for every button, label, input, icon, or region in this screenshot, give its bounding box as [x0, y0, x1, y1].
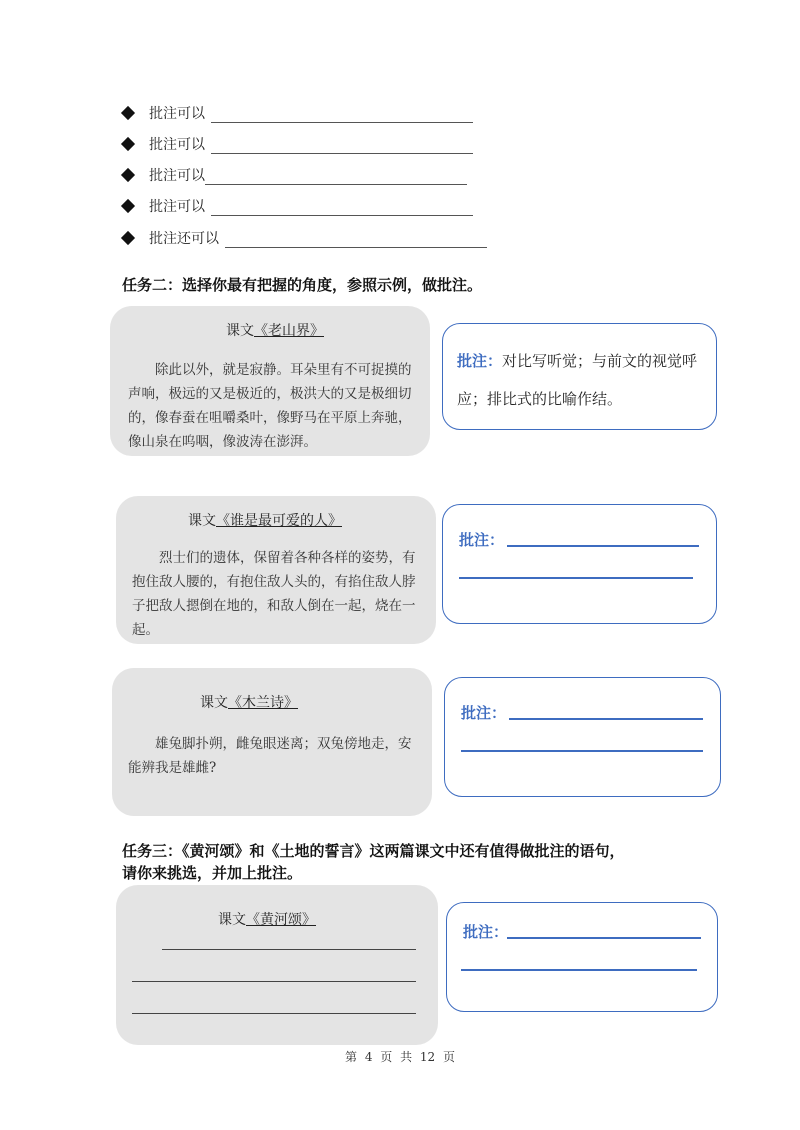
annotation-card — [442, 323, 717, 430]
diamond-bullet-icon — [121, 231, 135, 245]
annotation-label: 批注： — [459, 531, 505, 549]
annotation-label: 批注： — [463, 923, 509, 941]
diamond-bullet-icon — [121, 168, 135, 182]
annotation-text: 对比写听觉；与前文的视觉呼应；排比式的比喻作结。 — [457, 352, 698, 408]
annotation-label: 批注： — [461, 704, 507, 722]
bullet-label: 批注可以 — [149, 106, 205, 122]
text-excerpt-card — [116, 496, 436, 644]
text-excerpt-card — [112, 668, 432, 816]
excerpt-title — [188, 510, 342, 530]
task3-heading-line1: 任务三：《黄河颂》和《土地的誓言》这两篇课文中还有值得做批注的语句， — [122, 842, 625, 860]
excerpt-title-prefix: 课文 — [200, 695, 228, 711]
annotation-input-line[interactable] — [461, 750, 703, 752]
annotation-input-line[interactable] — [459, 577, 693, 579]
annotation-card — [446, 902, 718, 1012]
excerpt-title-prefix: 课文 — [218, 912, 246, 928]
excerpt-input-line[interactable] — [162, 949, 416, 950]
answer-blank[interactable] — [211, 138, 473, 154]
excerpt-title-name: 《木兰诗》 — [228, 695, 298, 711]
annotation-input-line[interactable] — [509, 718, 703, 720]
excerpt-title-prefix: 课文 — [226, 323, 254, 339]
annotation-card — [442, 504, 717, 624]
excerpt-input-line[interactable] — [132, 1013, 416, 1014]
bullet-label: 批注可以 — [149, 137, 205, 153]
annotation-input-line[interactable] — [507, 937, 701, 939]
task3-heading-line2: 请你来挑选，并加上批注。 — [122, 864, 303, 882]
bullet-item — [122, 194, 473, 216]
page-number: 第 4 页 共 12 页 — [345, 1050, 455, 1064]
excerpt-title — [226, 320, 324, 340]
task2-heading: 任务二：选择你最有把握的角度，参照示例，做批注。 — [122, 276, 483, 294]
bullet-item — [122, 101, 473, 123]
diamond-bullet-icon — [121, 106, 135, 120]
answer-blank[interactable] — [225, 232, 487, 248]
excerpt-title-prefix: 课文 — [188, 513, 216, 529]
excerpt-body: 雄兔脚扑朔，雌兔眼迷离；双兔傍地走，安能辨我是雄雌? — [128, 736, 412, 776]
bullet-label: 批注还可以 — [149, 231, 219, 247]
diamond-bullet-icon — [121, 199, 135, 213]
bullet-item — [122, 226, 487, 248]
text-excerpt-card — [110, 306, 430, 456]
answer-blank[interactable] — [211, 107, 473, 123]
task3-heading — [122, 840, 625, 884]
excerpt-title-name: 《黄河颂》 — [246, 912, 316, 928]
bullet-item — [122, 163, 467, 185]
excerpt-body: 除此以外，就是寂静。耳朵里有不可捉摸的声响，极远的又是极近的，极洪大的又是极细切的，像春蚕在咀嚼桑叶，像野马在平原上奔驰，像山泉在呜咽，像波涛在澎湃。 — [128, 362, 412, 450]
excerpt-title-name: 《老山界》 — [254, 323, 324, 339]
answer-blank[interactable] — [211, 200, 473, 216]
annotation-input-line[interactable] — [461, 969, 697, 971]
excerpt-title — [218, 909, 316, 929]
text-excerpt-card — [116, 885, 438, 1045]
annotation-input-line[interactable] — [507, 545, 699, 547]
excerpt-title — [200, 692, 298, 712]
annotation-label: 批注： — [457, 352, 503, 370]
excerpt-title-name: 《谁是最可爱的人》 — [216, 513, 342, 529]
bullet-label: 批注可以 — [149, 168, 205, 184]
bullet-label: 批注可以 — [149, 199, 205, 215]
annotation-example — [457, 342, 707, 418]
diamond-bullet-icon — [121, 137, 135, 151]
annotation-card — [444, 677, 721, 797]
excerpt-input-line[interactable] — [132, 981, 416, 982]
excerpt-body: 烈士们的遗体，保留着各种各样的姿势，有抱住敌人腰的，有抱住敌人头的，有掐住敌人脖子把敌人摁倒在地的，和敌人倒在一起，烧在一起。 — [132, 550, 416, 638]
answer-blank[interactable] — [205, 169, 467, 185]
bullet-item — [122, 132, 473, 154]
